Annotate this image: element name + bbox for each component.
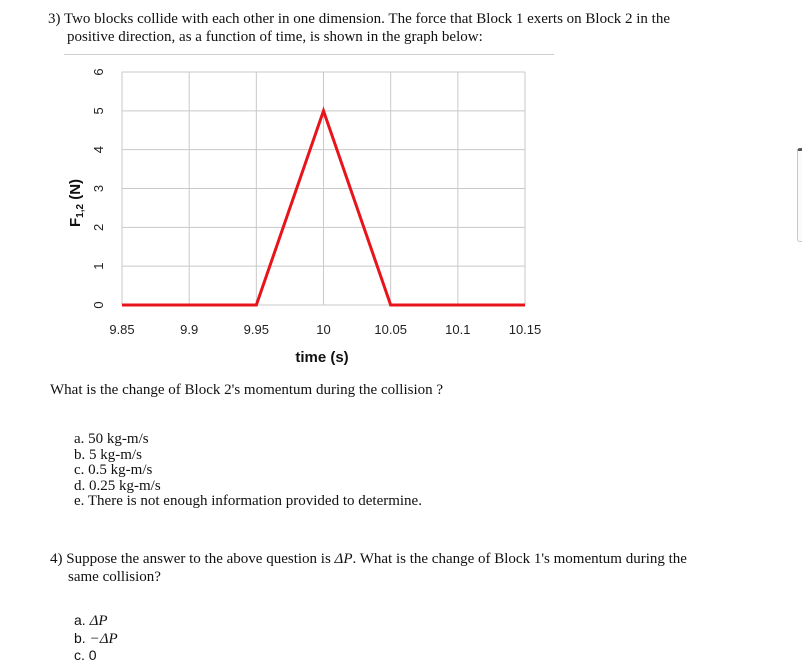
y-axis-label-symbol: F [67, 217, 84, 228]
y-tick-label: 6 [91, 68, 106, 76]
x-tick-label: 10.1 [445, 322, 471, 337]
window-edge-handle [797, 148, 802, 242]
question-3-text [48, 10, 748, 46]
y-tick-label: 4 [91, 146, 106, 154]
x-tick-label: 10.15 [508, 322, 542, 337]
x-tick-label: 9.95 [243, 322, 269, 337]
x-tick-labels [109, 322, 541, 337]
y-axis-label-unit: (N) [67, 178, 84, 204]
question-4-choices [74, 612, 118, 664]
question-4-delta-p: ΔP [334, 551, 353, 567]
choice-3c[interactable]: c. 0.5 kg-m/s [74, 462, 153, 478]
x-axis-label: time (s) [295, 349, 349, 366]
x-tick-label: 9.9 [180, 322, 199, 337]
choice-3b[interactable]: b. 5 kg-m/s [74, 446, 142, 463]
y-tick-label: 5 [91, 107, 106, 115]
choice-4b[interactable]: b. −ΔP [74, 629, 118, 647]
choice-3d[interactable]: d. 0.25 kg-m/s [74, 477, 161, 494]
x-tick-label: 9.85 [109, 322, 135, 337]
y-axis-label-subscript: 1,2 [75, 203, 86, 218]
question-3-line-2: positive direction, as a function of time, is shown in the graph below: [67, 29, 483, 45]
choice-3e[interactable]: e. There is not enough information provided to determine. [74, 493, 422, 509]
question-3-choices [74, 432, 422, 510]
y-tick-label: 3 [91, 184, 106, 193]
x-tick-label: 10 [316, 322, 331, 337]
force-time-chart [0, 55, 560, 370]
question-4-line-1-end: . What is the change of Block 1's momentum during the [352, 551, 687, 567]
question-4-line-1-start: 4) Suppose the answer to the above question is [50, 551, 335, 567]
question-3-line-1: 3) Two blocks collide with each other in one dimension. The force that Block 1 exerts on Block 2 in the [48, 11, 671, 27]
choice-4c[interactable]: c. 0 [74, 647, 97, 663]
question-4-line-2: same collision? [68, 569, 161, 585]
x-tick-label: 10.05 [374, 322, 407, 337]
y-tick-labels [91, 68, 106, 308]
y-axis-label [67, 179, 86, 227]
choice-4a[interactable]: a. ΔP [74, 612, 108, 629]
choice-3a[interactable]: a. 50 kg-m/s [74, 431, 149, 447]
question-3-prompt: What is the change of Block 2's momentum during the collision ? [50, 382, 444, 398]
y-tick-label: 0 [91, 301, 106, 309]
y-tick-label: 1 [91, 262, 106, 270]
y-tick-label: 2 [91, 223, 106, 231]
question-4-text [50, 550, 770, 586]
